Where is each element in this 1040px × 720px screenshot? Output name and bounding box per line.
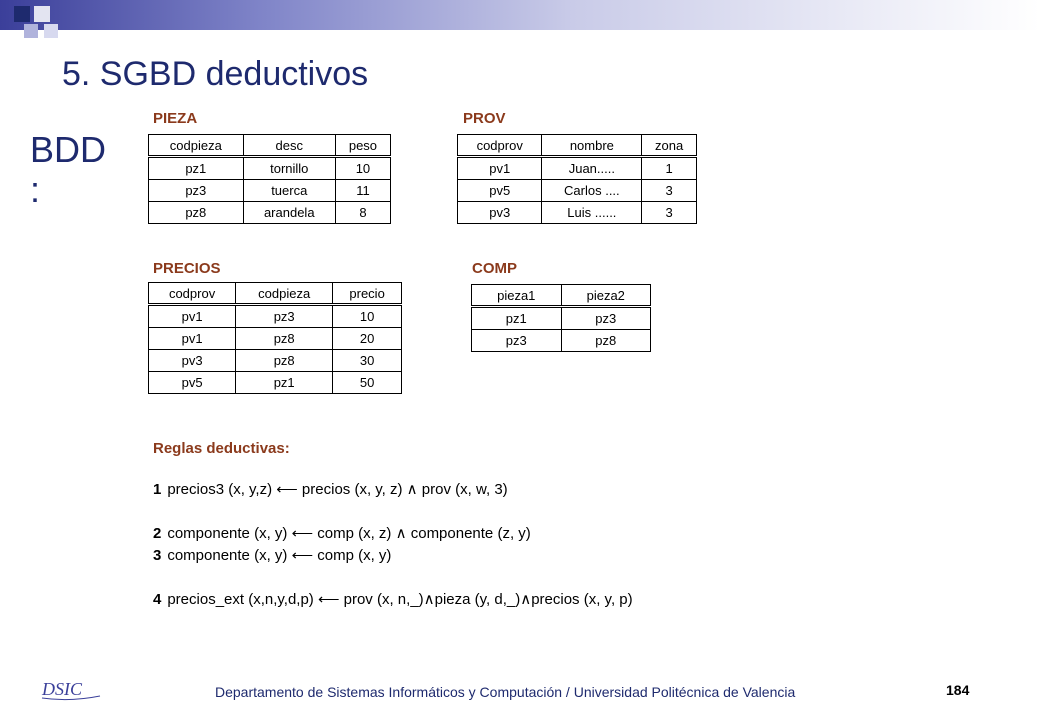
decor-square-dark: [14, 6, 30, 22]
slide-title: 5. SGBD deductivos: [62, 55, 369, 93]
table-cell: Juan.....: [542, 157, 642, 180]
table-label-comp: COMP: [472, 260, 517, 277]
header-cell: codpieza: [149, 135, 244, 157]
decor-square-mid: [24, 24, 38, 38]
side-label: [30, 130, 110, 210]
table-cell: 8: [335, 202, 390, 224]
table-row: [458, 202, 697, 224]
table-row: [472, 307, 651, 330]
table-cell: pv3: [458, 202, 542, 224]
table-cell: pz1: [472, 307, 562, 330]
table-cell: pv3: [149, 350, 236, 372]
table-label-prov: PROV: [463, 110, 506, 127]
rule-text: componente (x, y) ⟵ comp (x, y): [167, 547, 392, 564]
table-header-row: [458, 135, 697, 157]
rule-line: [153, 479, 853, 501]
table-row: [472, 330, 651, 352]
table-row: [149, 305, 402, 328]
table-cell: pz1: [149, 157, 244, 180]
table-cell: pz8: [236, 328, 333, 350]
header-cell: peso: [335, 135, 390, 157]
table-header-row: [149, 135, 391, 157]
table-cell: pz3: [236, 305, 333, 328]
table-cell: pz3: [149, 180, 244, 202]
table-cell: pv1: [458, 157, 542, 180]
rule-line: [153, 523, 853, 545]
header-cell: codprov: [149, 283, 236, 305]
table-row: [149, 372, 402, 394]
deductive-rules: [153, 440, 853, 611]
table-cell: pz3: [472, 330, 562, 352]
table-cell: 30: [333, 350, 402, 372]
rule-number: 2: [153, 525, 162, 542]
header-cell: codprov: [458, 135, 542, 157]
rule-number: 1: [153, 481, 162, 498]
header-gradient-bar: [0, 0, 1040, 30]
header-cell: nombre: [542, 135, 642, 157]
rule-text: precios3 (x, y,z) ⟵ precios (x, y, z) ∧ prov (x, w, 3): [167, 481, 508, 498]
table-label-pieza: PIEZA: [153, 110, 198, 127]
table-cell: 3: [642, 180, 697, 202]
table-cell: 50: [333, 372, 402, 394]
table-cell: pv1: [149, 328, 236, 350]
table-cell: pz8: [236, 350, 333, 372]
table-header-row: [472, 285, 651, 307]
table-label-precios: PRECIOS: [153, 260, 221, 277]
table-cell: 10: [333, 305, 402, 328]
table-cell: pz8: [149, 202, 244, 224]
rule-line: [153, 589, 853, 611]
table-cell: pv5: [149, 372, 236, 394]
table-comp: [471, 284, 651, 352]
header-cell: desc: [243, 135, 335, 157]
rule-line: [153, 545, 853, 567]
rules-heading: Reglas deductivas:: [153, 440, 290, 457]
dsic-logo: [40, 676, 104, 702]
table-prov: [457, 134, 697, 224]
rule-number: 3: [153, 547, 162, 564]
table-cell: 3: [642, 202, 697, 224]
table-cell: arandela: [243, 202, 335, 224]
footer-department: Departamento de Sistemas Informáticos y Computación / Universidad Politécnica de Valencia: [215, 684, 796, 700]
rule-text: precios_ext (x,n,y,d,p) ⟵ prov (x, n,_)∧pieza (y, d,_)∧precios (x, y, p): [167, 591, 633, 608]
table-cell: 11: [335, 180, 390, 202]
header-cell: precio: [333, 283, 402, 305]
rule-text: componente (x, y) ⟵ comp (x, z) ∧ componente (z, y): [167, 525, 531, 542]
table-pieza: [148, 134, 391, 224]
header-cell: codpieza: [236, 283, 333, 305]
table-cell: pz8: [561, 330, 651, 352]
table-cell: pv5: [458, 180, 542, 202]
table-cell: tornillo: [243, 157, 335, 180]
table-row: [458, 157, 697, 180]
table-cell: 10: [335, 157, 390, 180]
table-row: [149, 202, 391, 224]
table-header-row: [149, 283, 402, 305]
table-cell: tuerca: [243, 180, 335, 202]
table-cell: 1: [642, 157, 697, 180]
side-label-line1: BDD: [30, 129, 107, 170]
table-cell: pz3: [561, 307, 651, 330]
side-label-line2: :: [30, 169, 41, 210]
decor-square-light: [34, 6, 50, 22]
table-row: [149, 350, 402, 372]
table-cell: pz1: [236, 372, 333, 394]
table-row: [149, 328, 402, 350]
page-number: 184: [946, 682, 970, 698]
rule-number: 4: [153, 591, 162, 608]
table-row: [149, 157, 391, 180]
header-cell: pieza2: [561, 285, 651, 307]
decor-square-mid2: [44, 24, 58, 38]
logo-text: DSIC: [42, 679, 82, 699]
table-cell: Luis ......: [542, 202, 642, 224]
header-cell: pieza1: [472, 285, 562, 307]
table-precios: [148, 282, 402, 394]
table-cell: Carlos ....: [542, 180, 642, 202]
table-row: [149, 180, 391, 202]
table-cell: 20: [333, 328, 402, 350]
header-cell: zona: [642, 135, 697, 157]
table-cell: pv1: [149, 305, 236, 328]
table-row: [458, 180, 697, 202]
